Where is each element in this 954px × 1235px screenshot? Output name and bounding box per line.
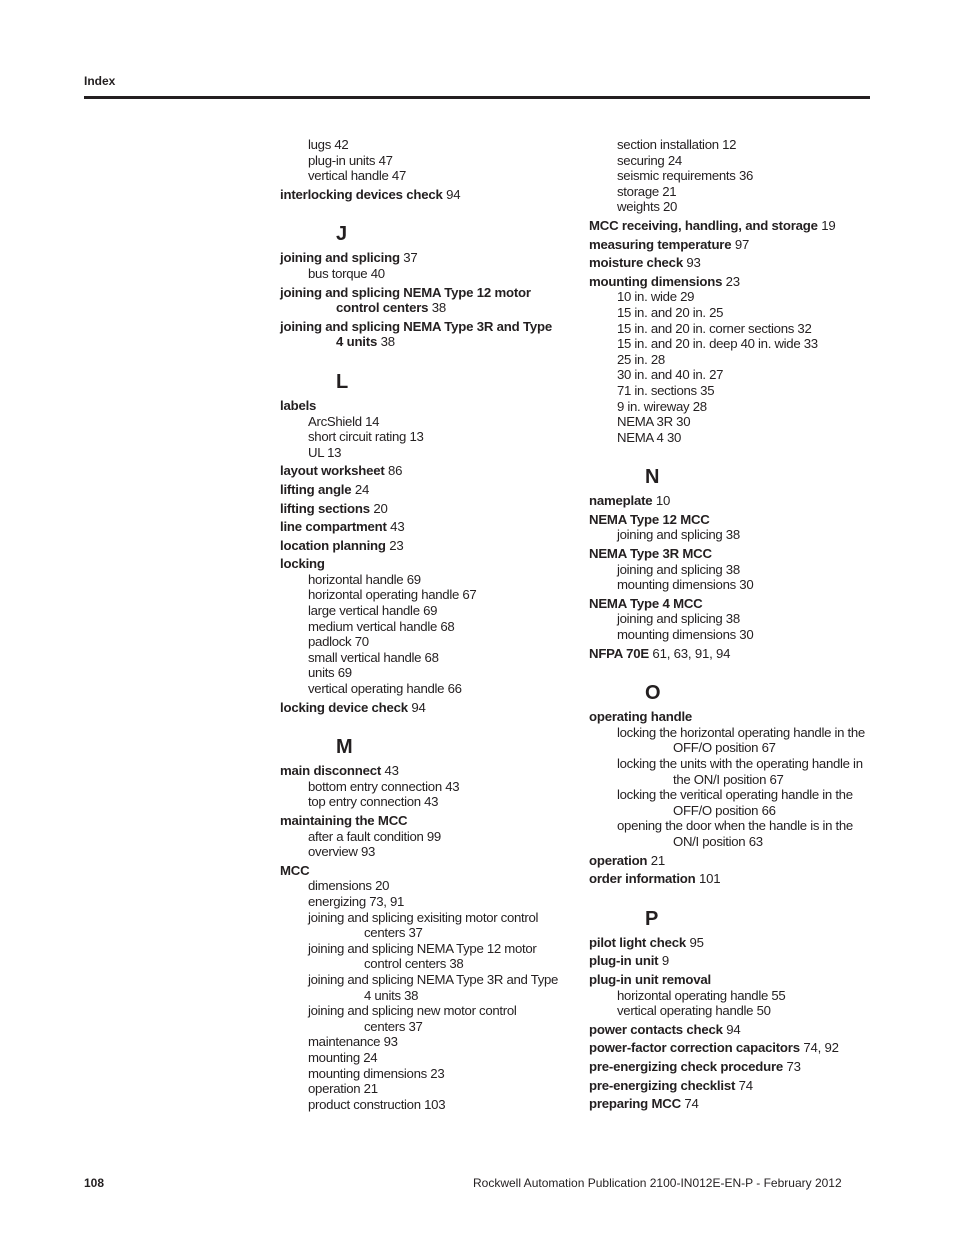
- index-entry-text: NEMA Type 12 MCC: [589, 511, 710, 527]
- index-page-numbers: 27: [705, 367, 724, 383]
- index-entry-text: lifting sections: [280, 500, 370, 516]
- index-term: [589, 972, 879, 988]
- index-entry-text: plug-in unit removal: [589, 971, 712, 987]
- index-page-numbers: 103: [420, 1096, 446, 1112]
- index-entry-text: interlocking devices check: [280, 186, 443, 202]
- index-page-numbers: 20: [371, 878, 390, 894]
- index-page-numbers: 38: [446, 956, 464, 972]
- index-subterm: [280, 1066, 570, 1082]
- page-header-label: Index: [84, 74, 116, 88]
- index-subterm: [589, 184, 879, 200]
- index-term: [589, 237, 879, 253]
- index-term: [589, 1022, 879, 1038]
- index-entry-text: section installation: [617, 137, 719, 152]
- index-subterm: [589, 289, 879, 305]
- index-term: [589, 546, 879, 562]
- index-page-numbers: 50: [753, 1003, 771, 1019]
- index-page-numbers: 10: [652, 493, 671, 509]
- index-page-numbers: 43: [441, 778, 460, 794]
- index-term: [589, 871, 879, 887]
- index-entry-text: vertical operating handle: [617, 1003, 754, 1019]
- index-entry-continuation: 4 units 38: [364, 987, 419, 1003]
- index-page-numbers: 28: [689, 398, 707, 414]
- index-term: [280, 813, 570, 829]
- index-page-numbers: 38: [722, 561, 740, 577]
- index-entry-text: large vertical handle: [308, 603, 420, 619]
- index-subterm: [280, 153, 570, 169]
- index-page-numbers: 55: [768, 987, 786, 1003]
- index-term: [280, 763, 570, 779]
- index-subterm: [280, 910, 570, 941]
- index-entry-text: NEMA 4: [617, 429, 664, 445]
- index-page-numbers: 30: [672, 414, 691, 430]
- index-entry-text: horizontal operating handle: [617, 987, 769, 1003]
- index-page-numbers: 25: [705, 304, 724, 320]
- index-page-numbers: 95: [685, 934, 704, 950]
- index-subterm: [280, 414, 570, 430]
- index-entry-text: nameplate: [589, 493, 653, 509]
- index-entry-text: pre-energizing check procedure: [589, 1058, 784, 1074]
- index-entry-continuation: control centers 38: [336, 300, 447, 316]
- index-subterm: [280, 794, 570, 810]
- index-entry-text: opening the door when the handle is in the: [617, 818, 853, 834]
- index-letter-heading: J: [336, 223, 348, 246]
- index-term: [280, 285, 570, 316]
- index-entry-text: locking the horizontal operating handle in the: [617, 724, 865, 740]
- index-entry-text: MCC: [280, 862, 310, 878]
- index-entry-text: mounting dimensions: [308, 1065, 427, 1081]
- index-term: [280, 463, 570, 479]
- index-subterm: [280, 1081, 570, 1097]
- index-page-numbers: 42: [331, 137, 349, 152]
- index-entry-text: medium vertical handle: [308, 618, 438, 634]
- index-subterm: [589, 352, 879, 368]
- index-entry-text: operating handle: [589, 709, 693, 725]
- index-page-numbers: 23: [722, 273, 740, 289]
- index-entry-text: pilot light check: [589, 934, 686, 950]
- index-term: [280, 482, 570, 498]
- index-entry-text: preparing MCC: [589, 1096, 681, 1112]
- index-page-numbers: 19: [817, 217, 836, 233]
- index-subterm: [589, 399, 879, 415]
- index-entry-continuation: ON/I position 63: [673, 833, 763, 849]
- index-entry-text: top entry connection: [308, 794, 421, 810]
- index-page-numbers: 70: [351, 634, 369, 650]
- index-page-numbers: 66: [444, 681, 462, 697]
- index-subterm: [589, 818, 879, 849]
- index-term: [589, 709, 879, 725]
- index-page-numbers: 47: [375, 152, 393, 168]
- index-page-numbers: 74, 92: [799, 1040, 839, 1056]
- index-page-numbers: 29: [676, 289, 695, 305]
- index-page-numbers: 30: [663, 429, 682, 445]
- index-page-numbers: 63: [745, 833, 763, 849]
- index-page-numbers: 20: [369, 500, 388, 516]
- index-entry-text: energizing: [308, 893, 366, 909]
- index-term: [280, 501, 570, 517]
- index-subterm: [589, 627, 879, 643]
- index-entry-text: maintenance: [308, 1034, 381, 1050]
- index-entry-text: horizontal handle: [308, 571, 404, 587]
- index-subterm: [280, 587, 570, 603]
- index-entry-continuation: control centers 38: [364, 956, 464, 972]
- index-page-numbers: 47: [388, 168, 406, 184]
- index-page-numbers: 21: [647, 852, 666, 868]
- index-subterm: [280, 1034, 570, 1050]
- index-entry-text: operation: [308, 1081, 361, 1097]
- index-subterm: [280, 137, 570, 153]
- index-entry-text: 15 in. and 20 in. corner sections: [617, 320, 795, 336]
- index-page-numbers: 28: [647, 351, 665, 367]
- index-page-numbers: 23: [426, 1065, 445, 1081]
- index-entry-text: ArcShield: [308, 413, 362, 429]
- index-subterm: [280, 894, 570, 910]
- index-entry-text: mounting dimensions: [617, 627, 736, 643]
- index-entry-text: plug-in units: [308, 152, 376, 168]
- index-page-numbers: 86: [384, 463, 403, 479]
- index-term: [589, 953, 879, 969]
- index-subterm: [589, 383, 879, 399]
- index-page-numbers: 93: [380, 1034, 398, 1050]
- index-entry-text: joining and splicing: [617, 561, 723, 577]
- index-entry-text: 15 in. and 20 in. deep 40 in. wide: [617, 336, 801, 352]
- index-entry-text: mounting: [308, 1049, 360, 1065]
- index-term: [280, 538, 570, 554]
- index-entry-text: NFPA 70E: [589, 645, 649, 661]
- index-subterm: [280, 829, 570, 845]
- index-entry-text: UL: [308, 444, 324, 460]
- index-subterm: [280, 1003, 570, 1034]
- index-page-numbers: 23: [385, 537, 404, 553]
- index-entry-text: layout worksheet: [280, 463, 385, 479]
- index-page-numbers: 33: [800, 336, 818, 352]
- index-page-numbers: 30: [735, 627, 754, 643]
- index-term: [280, 556, 570, 572]
- index-page-numbers: 32: [794, 320, 812, 336]
- index-page-numbers: 38: [400, 987, 419, 1003]
- index-subterm: [589, 577, 879, 593]
- index-subterm: [280, 844, 570, 860]
- index-entry-continuation: the ON/I position 67: [673, 771, 784, 787]
- index-subterm: [280, 572, 570, 588]
- index-entry-text: locking the units with the operating handle in: [617, 756, 863, 771]
- index-entry-text: storage: [617, 183, 659, 199]
- index-subterm: [589, 168, 879, 184]
- index-entry-text: measuring temperature: [589, 236, 732, 252]
- index-entry-text: NEMA 3R: [617, 414, 673, 430]
- index-entry-text: after a fault condition: [308, 828, 424, 844]
- index-term: [589, 1059, 879, 1075]
- index-entry-text: locking the veritical operating handle in the: [617, 787, 853, 803]
- index-entry-text: small vertical handle: [308, 649, 422, 665]
- index-term: [589, 646, 879, 662]
- header-rule: [84, 96, 870, 99]
- index-subterm: [280, 168, 570, 184]
- index-page-numbers: 20: [659, 199, 678, 215]
- footer-page-number: 108: [84, 1176, 105, 1190]
- index-entry-text: joining and splicing NEMA Type 3R and Type: [308, 971, 559, 987]
- index-page-numbers: 24: [664, 152, 682, 168]
- index-entry-text: joining and splicing: [617, 611, 723, 627]
- index-page-numbers: 14: [361, 413, 380, 429]
- index-entry-text: locking device check: [280, 699, 408, 715]
- index-page-numbers: 37: [405, 1018, 423, 1034]
- index-entry-text: bus torque: [308, 265, 368, 281]
- index-page-numbers: 21: [658, 183, 677, 199]
- index-term: [280, 863, 570, 879]
- index-entry-text: units: [308, 665, 335, 681]
- index-subterm: [280, 665, 570, 681]
- index-page-numbers: 43: [386, 519, 405, 535]
- index-entry-text: weights: [617, 199, 660, 215]
- index-subterm: [280, 429, 570, 445]
- index-entry-text: vertical handle: [308, 168, 389, 184]
- index-entry-text: 71 in. sections: [617, 382, 697, 398]
- index-page-numbers: 66: [758, 802, 776, 818]
- index-entry-text: joining and splicing NEMA Type 3R and Type: [280, 318, 552, 334]
- index-entry-text: line compartment: [280, 519, 387, 535]
- index-page-numbers: 73, 91: [365, 893, 405, 909]
- index-subterm: [589, 430, 879, 446]
- index-page-numbers: 93: [682, 255, 701, 271]
- index-entry-continuation: centers 37: [364, 1018, 423, 1034]
- index-page-numbers: 43: [420, 794, 439, 810]
- index-page-numbers: 24: [359, 1049, 378, 1065]
- index-entry-text: joining and splicing exisiting motor control: [308, 909, 539, 925]
- index-subterm: [589, 137, 879, 153]
- index-page-numbers: 74: [735, 1077, 753, 1093]
- index-subterm: [589, 321, 879, 337]
- index-entry-text: overview: [308, 844, 358, 860]
- index-column-right: [589, 137, 879, 1112]
- index-entry-text: joining and splicing NEMA Type 12 motor: [280, 284, 531, 300]
- index-page-numbers: 13: [406, 429, 424, 445]
- index-term: [280, 519, 570, 535]
- index-page-numbers: 94: [407, 699, 426, 715]
- index-entry-text: joining and splicing new motor control: [308, 1003, 517, 1019]
- index-entry-text: product construction: [308, 1096, 421, 1112]
- index-term: [589, 935, 879, 951]
- index-entry-text: power-factor correction capacitors: [589, 1040, 800, 1056]
- index-page-numbers: 38: [722, 611, 740, 627]
- index-term: [280, 319, 570, 350]
- index-subterm: [280, 650, 570, 666]
- index-page-numbers: 30: [735, 577, 754, 593]
- index-entry-text: 15 in. and 20 in.: [617, 304, 706, 320]
- index-entry-text: 9 in. wireway: [617, 398, 690, 414]
- index-entry-text: moisture check: [589, 255, 683, 271]
- index-term: [589, 274, 879, 290]
- index-subterm: [280, 972, 570, 1003]
- index-page-numbers: 67: [758, 740, 776, 756]
- index-subterm: [589, 527, 879, 543]
- index-subterm: [589, 305, 879, 321]
- index-page-numbers: 37: [405, 925, 423, 941]
- index-subterm: [589, 988, 879, 1004]
- index-entry-text: power contacts check: [589, 1021, 723, 1037]
- index-entry-text: 30 in. and 40 in.: [617, 367, 706, 383]
- index-entry-text: dimensions: [308, 878, 372, 894]
- index-letter-heading: L: [336, 370, 349, 393]
- index-subterm: [589, 199, 879, 215]
- index-page-numbers: 21: [360, 1081, 378, 1097]
- index-page-numbers: 68: [437, 618, 455, 634]
- index-entry-text: 10 in. wide: [617, 289, 677, 305]
- index-subterm: [589, 336, 879, 352]
- index-letter-heading: M: [336, 736, 353, 759]
- index-term: [589, 1040, 879, 1056]
- index-term: [589, 512, 879, 528]
- index-entry-text: maintaining the MCC: [280, 813, 408, 828]
- index-page-numbers: 97: [731, 236, 750, 252]
- index-subterm: [280, 779, 570, 795]
- index-term: [280, 187, 570, 203]
- index-entry-text: order information: [589, 871, 696, 887]
- index-entry-text: short circuit rating: [308, 429, 407, 445]
- index-subterm: [280, 445, 570, 461]
- index-subterm: [280, 603, 570, 619]
- index-page-numbers: 38: [377, 334, 395, 350]
- index-page-numbers: 13: [323, 444, 342, 460]
- index-entry-text: vertical operating handle: [308, 681, 445, 697]
- index-page-numbers: 69: [403, 571, 421, 587]
- index-subterm: [589, 611, 879, 627]
- index-entry-text: operation: [589, 852, 648, 868]
- index-page-numbers: 12: [718, 137, 737, 152]
- index-term: [280, 250, 570, 266]
- index-subterm: [280, 1097, 570, 1113]
- index-subterm: [589, 1003, 879, 1019]
- index-page-numbers: 69: [419, 603, 438, 619]
- index-entry-text: lifting angle: [280, 481, 352, 497]
- index-entry-text: NEMA Type 3R MCC: [589, 546, 712, 562]
- footer-publication: Rockwell Automation Publication 2100-IN012E-EN-P - February 2012: [473, 1176, 842, 1190]
- index-entry-text: bottom entry connection: [308, 778, 442, 794]
- index-entry-text: labels: [280, 397, 317, 413]
- index-entry-continuation: OFF/O position 66: [673, 802, 776, 818]
- index-subterm: [589, 787, 879, 818]
- index-page-numbers: 68: [421, 649, 439, 665]
- index-column-left: [280, 137, 570, 1112]
- index-entry-continuation: OFF/O position 67: [673, 740, 776, 756]
- index-subterm: [280, 619, 570, 635]
- index-term: [589, 596, 879, 612]
- index-page-numbers: 9: [658, 953, 669, 969]
- index-page-numbers: 37: [399, 250, 418, 266]
- index-page-numbers: 38: [722, 527, 740, 543]
- index-letter-heading: O: [645, 682, 661, 705]
- index-letter-heading: P: [645, 907, 659, 930]
- index-page-numbers: 35: [696, 382, 715, 398]
- index-page-numbers: 36: [735, 168, 754, 184]
- index-entry-continuation: 4 units 38: [336, 334, 395, 350]
- index-entry-continuation: centers 37: [364, 925, 423, 941]
- index-subterm: [589, 414, 879, 430]
- index-entry-text: mounting dimensions: [589, 273, 723, 289]
- index-entry-text: plug-in unit: [589, 953, 659, 969]
- index-page-numbers: 94: [442, 186, 461, 202]
- index-subterm: [280, 634, 570, 650]
- index-term: [589, 1078, 879, 1094]
- index-page-numbers: 101: [695, 871, 721, 887]
- index-term: [589, 218, 879, 234]
- index-subterm: [280, 878, 570, 894]
- index-term: [589, 255, 879, 271]
- index-page-numbers: 74: [680, 1096, 699, 1112]
- index-entry-text: securing: [617, 152, 665, 168]
- index-subterm: [280, 941, 570, 972]
- index-subterm: [280, 681, 570, 697]
- index-page-numbers: 24: [351, 481, 370, 497]
- index-subterm: [280, 1050, 570, 1066]
- index-entry-text: joining and splicing: [617, 527, 723, 543]
- index-entry-text: NEMA Type 4 MCC: [589, 595, 703, 611]
- index-entry-text: 25 in.: [617, 351, 648, 367]
- index-entry-text: mounting dimensions: [617, 577, 736, 593]
- index-letter-heading: N: [645, 466, 660, 489]
- index-term: [280, 398, 570, 414]
- index-page-numbers: 38: [428, 300, 447, 316]
- index-page-numbers: 94: [722, 1021, 741, 1037]
- index-entry-text: pre-energizing checklist: [589, 1077, 736, 1093]
- index-entry-text: padlock: [308, 634, 352, 650]
- index-term: [589, 493, 879, 509]
- index-term: [280, 700, 570, 716]
- index-subterm: [280, 266, 570, 282]
- index-subterm: [589, 725, 879, 756]
- index-page-numbers: 61, 63, 91, 94: [648, 645, 731, 661]
- index-entry-text: main disconnect: [280, 763, 382, 779]
- index-page-numbers: 43: [381, 763, 399, 779]
- index-term: [589, 853, 879, 869]
- index-subterm: [589, 562, 879, 578]
- index-subterm: [589, 756, 879, 787]
- index-entry-text: MCC receiving, handling, and storage: [589, 217, 818, 233]
- index-term: [589, 1096, 879, 1112]
- index-entry-text: seismic requirements: [617, 168, 736, 184]
- index-page-numbers: 67: [766, 771, 784, 787]
- index-entry-text: location planning: [280, 537, 386, 553]
- index-entry-text: joining and splicing NEMA Type 12 motor: [308, 940, 537, 956]
- index-page-numbers: 93: [357, 844, 376, 860]
- index-page-numbers: 40: [367, 265, 385, 281]
- index-subterm: [589, 153, 879, 169]
- index-entry-text: locking: [280, 556, 325, 572]
- index-subterm: [589, 367, 879, 383]
- index-entry-text: horizontal operating handle: [308, 587, 460, 603]
- index-page-numbers: 73: [783, 1058, 801, 1074]
- index-page-numbers: 69: [334, 665, 352, 681]
- index-entry-text: joining and splicing: [280, 250, 400, 266]
- index-page-numbers: 99: [423, 828, 441, 844]
- index-page-numbers: 67: [459, 587, 477, 603]
- index-entry-text: lugs: [308, 137, 331, 152]
